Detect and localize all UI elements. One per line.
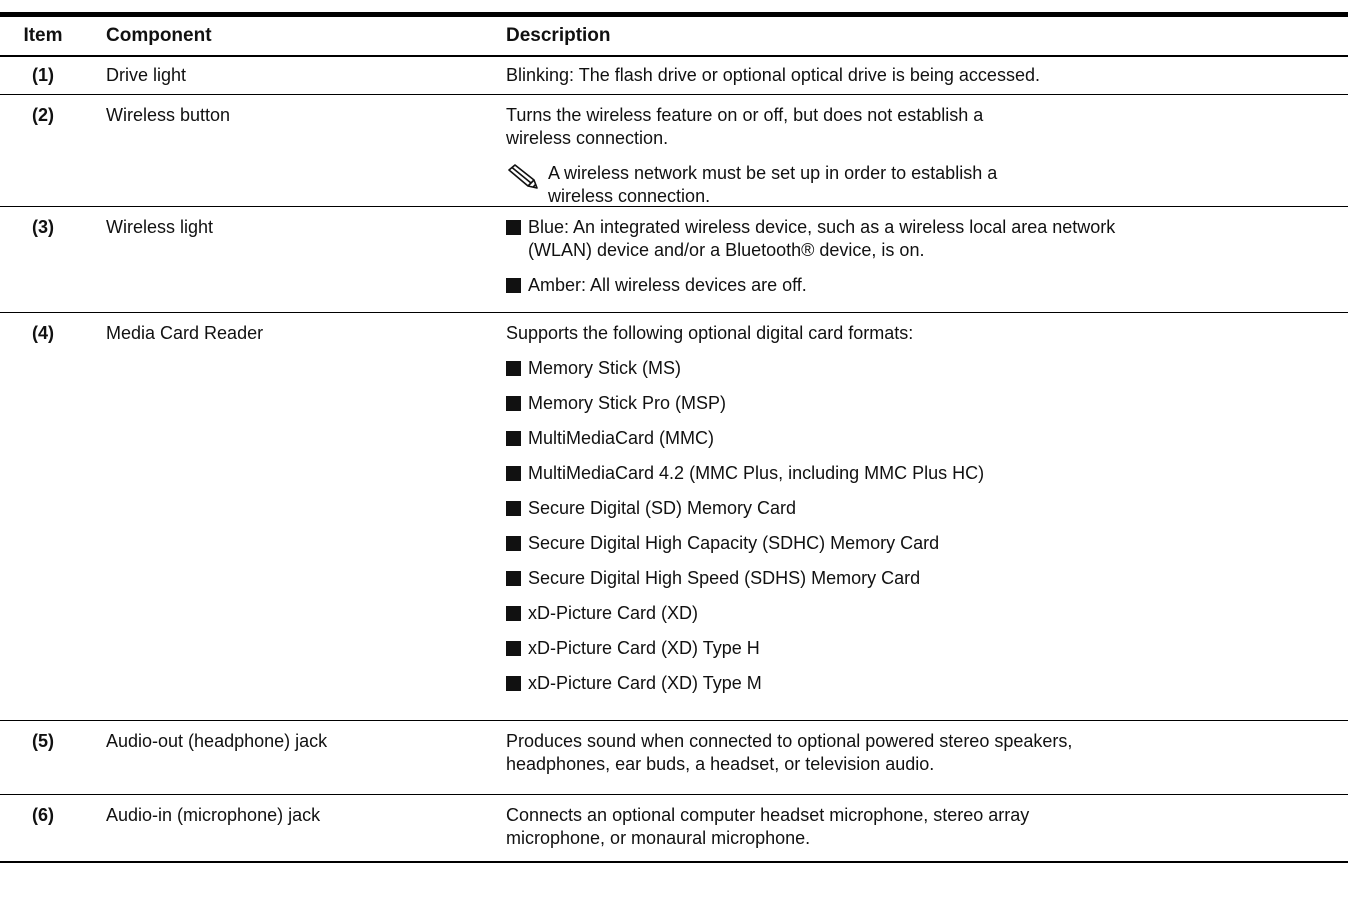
square-bullet-icon [506,220,521,235]
bullet-item [506,602,1328,625]
bullet-text: MultiMediaCard 4.2 (MMC Plus, including MMC Plus HC) [528,463,985,483]
square-bullet-icon [506,501,521,516]
description-line: Produces sound when connected to optional powered stereo speakers, [506,731,1073,751]
header-description: Description [506,25,611,46]
square-bullet-icon [506,278,521,293]
table-row [0,795,1348,863]
square-bullet-icon [506,571,521,586]
pencil-note-icon [506,164,540,190]
description-line: wireless connection. [506,128,669,148]
bullet-text: xD-Picture Card (XD) Type H [528,638,760,658]
note [506,162,1328,208]
component-name: Media Card Reader [106,323,264,343]
bullet-item [506,216,1328,262]
bullet-item [506,637,1328,660]
header-component: Component [106,25,212,46]
note-line: wireless connection. [548,186,711,206]
square-bullet-icon [506,431,521,446]
item-number: (3) [32,217,54,237]
header-item: Item [23,25,63,46]
item-number: (2) [32,105,54,125]
description-line: Turns the wireless feature on or off, but does not establish a [506,105,984,125]
bullet-item [506,462,1328,485]
table-row [0,95,1348,207]
description-line: Connects an optional computer headset microphone, stereo array [506,805,1030,825]
description-line: headphones, ear buds, a headset, or television audio. [506,754,935,774]
description-text: Supports the following optional digital card formats: [506,323,914,343]
square-bullet-icon [506,676,521,691]
table-row [0,313,1348,721]
component-table [0,12,1348,863]
bullet-item [506,672,1328,695]
description [506,64,1336,94]
square-bullet-icon [506,466,521,481]
description [506,322,1336,720]
bullet-item [506,392,1328,415]
note-line: A wireless network must be set up in order to establish a [548,163,998,183]
bullet-text: Memory Stick Pro (MSP) [528,393,727,413]
description [506,104,1336,206]
description [506,216,1336,312]
square-bullet-icon [506,606,521,621]
square-bullet-icon [506,361,521,376]
bullet-item [506,532,1328,555]
description [506,730,1336,794]
bullet-text: Blue: An integrated wireless device, such as a wireless local area network [528,217,1116,237]
description-text: Blinking: The flash drive or optional optical drive is being accessed. [506,65,1040,85]
item-number: (1) [32,65,54,85]
description [506,804,1336,861]
bullet-text: xD-Picture Card (XD) [528,603,699,623]
component-name: Audio-in (microphone) jack [106,805,321,825]
bullet-text: xD-Picture Card (XD) Type M [528,673,762,693]
item-number: (6) [32,805,54,825]
square-bullet-icon [506,641,521,656]
bullet-item [506,274,1328,297]
component-name: Wireless light [106,217,214,237]
component-name: Wireless button [106,105,231,125]
item-number: (4) [32,323,54,343]
description-line: microphone, or monaural microphone. [506,828,811,848]
bullet-text: Secure Digital High Capacity (SDHC) Memory Card [528,533,940,553]
table-row [0,207,1348,313]
bullet-item [506,567,1328,590]
table-header [0,17,1348,57]
bullet-item [506,427,1328,450]
square-bullet-icon [506,396,521,411]
component-name: Audio-out (headphone) jack [106,731,328,751]
bullet-item [506,497,1328,520]
bullet-text: Memory Stick (MS) [528,358,681,378]
bullet-text: (WLAN) device and/or a Bluetooth® device, is on. [528,240,925,260]
table-row [0,57,1348,95]
bullet-text: Secure Digital (SD) Memory Card [528,498,797,518]
item-number: (5) [32,731,54,751]
bullet-text: Amber: All wireless devices are off. [528,275,807,295]
table-row [0,721,1348,795]
bullet-text: Secure Digital High Speed (SDHS) Memory Card [528,568,921,588]
bullet-text: MultiMediaCard (MMC) [528,428,715,448]
component-name: Drive light [106,65,187,85]
bullet-item [506,357,1328,380]
square-bullet-icon [506,536,521,551]
